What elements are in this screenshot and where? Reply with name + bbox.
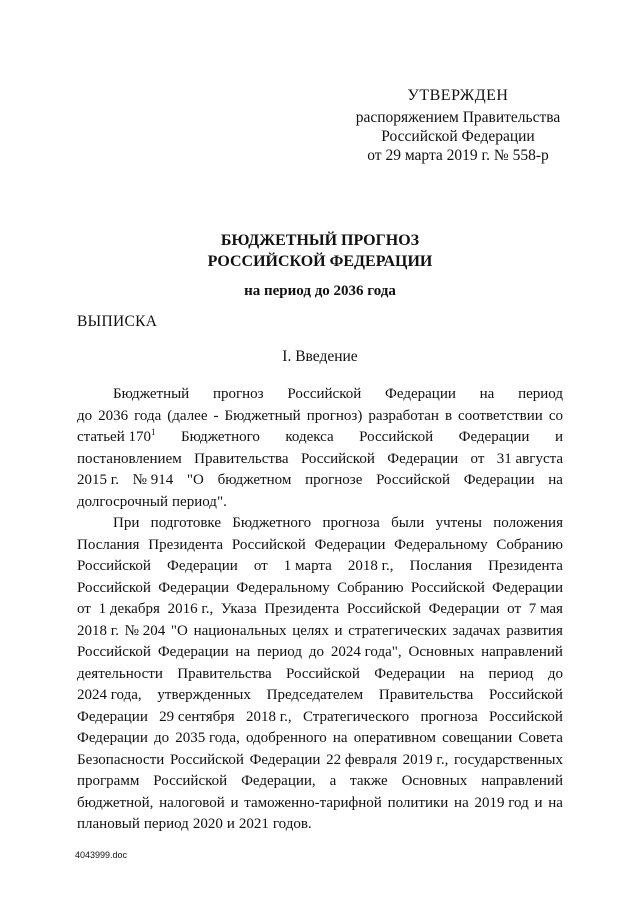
extract-label: ВЫПИСКА <box>77 313 158 330</box>
word: Президента <box>264 601 340 617</box>
word: годов. <box>272 816 312 832</box>
word: на <box>459 665 475 682</box>
word: Российской <box>346 601 421 617</box>
paragraph-line <box>77 750 563 772</box>
article-superscript: 1 <box>151 427 156 437</box>
paragraph-line <box>77 406 563 428</box>
word: Правительства <box>378 687 474 703</box>
word: Бюджетного <box>181 429 260 445</box>
paragraph-line <box>77 642 563 664</box>
word: Бюджетного <box>232 515 312 531</box>
word: на <box>548 472 563 488</box>
title-line-1: БЮДЖЕТНЫЙ ПРОГНОЗ <box>220 232 420 249</box>
word: Правительства <box>194 450 289 467</box>
word: Федерации <box>158 579 230 596</box>
word: период <box>143 816 189 832</box>
word: При <box>113 515 140 531</box>
word: соответствии <box>458 407 543 424</box>
word: утвержденных <box>157 687 251 703</box>
word: бюджетной, <box>77 794 154 811</box>
body-text <box>77 384 563 836</box>
word: Федерации <box>492 579 563 596</box>
word: кодекса <box>285 429 334 445</box>
word: Послания <box>409 558 473 574</box>
word: таможенно-тарифной <box>244 794 382 811</box>
word: (далее <box>167 407 208 424</box>
word: Бюджетный <box>224 407 301 424</box>
word: 1 марта <box>283 558 332 574</box>
word: целях <box>292 622 329 639</box>
word: Указа <box>221 601 257 617</box>
document-title <box>0 230 640 301</box>
word: Федеральному <box>236 579 330 596</box>
word: политики <box>387 794 449 811</box>
paragraph-line <box>77 470 563 492</box>
word: 2020 <box>192 816 223 832</box>
word: Стратегического <box>302 708 410 725</box>
word: положения <box>493 515 563 531</box>
paragraph-line <box>77 793 563 815</box>
word: совещании <box>442 730 513 746</box>
word: Федерации <box>77 708 148 725</box>
word: Правительства <box>177 665 272 682</box>
word: и <box>534 794 543 811</box>
word: Российской <box>77 558 151 574</box>
word: период". <box>172 493 227 510</box>
word: Федерации <box>77 730 148 746</box>
word: Российской <box>286 665 360 682</box>
word: Основных <box>408 644 475 660</box>
word: национальных <box>193 622 287 639</box>
word: развития <box>506 622 563 639</box>
word: 2024 года, <box>77 687 142 703</box>
word: № 204 <box>124 622 166 639</box>
word: 1 декабря <box>98 601 160 617</box>
word: были <box>391 515 425 531</box>
word: учтены <box>435 515 482 531</box>
word: Собранию <box>337 579 404 596</box>
word: и <box>226 816 235 832</box>
approval-line-2: Российской Федерации <box>381 128 535 145</box>
word: Российской <box>287 386 362 402</box>
word: 7 мая <box>528 601 563 617</box>
word: Федерации <box>166 558 238 574</box>
word: на <box>479 386 495 402</box>
word: Председателем <box>266 687 364 703</box>
paragraph-line <box>77 384 563 406</box>
word: Федеральному <box>394 536 488 553</box>
word: года <box>134 407 162 424</box>
word: прогноза <box>420 708 478 725</box>
word: 22 февраля <box>326 751 397 768</box>
word: "О <box>170 622 188 639</box>
word: 2019 год <box>474 794 529 811</box>
word: на <box>454 794 469 811</box>
paragraph-line <box>77 513 563 535</box>
word: "О <box>186 472 204 488</box>
word: 31 августа <box>496 450 563 467</box>
paragraph-line <box>77 492 563 514</box>
word: Федерации <box>428 601 500 617</box>
word: от <box>507 601 521 617</box>
word: Президента <box>488 558 563 574</box>
word: и <box>554 429 563 445</box>
word: Федерации, <box>241 773 316 789</box>
word: 2036 <box>98 407 129 424</box>
word: Российской <box>376 472 450 488</box>
paragraph-line <box>77 578 563 600</box>
word: задачах <box>452 622 501 639</box>
approval-stamp <box>346 86 570 165</box>
word: от <box>77 601 91 617</box>
word: Собранию <box>496 536 563 553</box>
word: также <box>350 773 388 789</box>
word: Федерации <box>458 429 530 445</box>
word: период <box>257 644 303 660</box>
word: 2035 года, <box>175 730 240 746</box>
word: направлений <box>481 644 563 660</box>
word: в <box>444 407 453 424</box>
word: Российской <box>489 708 563 725</box>
word: 2024 года", <box>330 644 402 660</box>
word: Президента <box>148 536 224 553</box>
word: 2016 г., <box>167 601 214 617</box>
word: Послания <box>77 536 140 553</box>
word: Федерации <box>157 644 229 660</box>
word: Российской <box>300 450 375 467</box>
word: деятельности <box>77 665 163 682</box>
word: от <box>253 558 268 574</box>
word: стратегических <box>348 622 447 639</box>
word: одобренного <box>245 730 327 746</box>
paragraph-line <box>77 449 563 471</box>
word: - <box>213 407 219 424</box>
approval-line-3: от 29 марта 2019 г. № 558-р <box>367 147 549 164</box>
word: от <box>470 450 485 467</box>
paragraph-line <box>77 771 563 793</box>
paragraph-line <box>77 685 563 707</box>
word: направлений <box>481 773 563 789</box>
word: налоговой <box>159 794 225 811</box>
article-ref: статьей $170^1$ <box>77 427 156 445</box>
word: плановый <box>77 816 140 832</box>
word: Российской <box>169 751 244 768</box>
word: до <box>547 665 563 682</box>
word: на <box>332 730 348 746</box>
paragraph-line <box>77 599 563 621</box>
word: разработан <box>368 407 439 424</box>
word: Российской <box>359 429 434 445</box>
approval-line-1: распоряжением Правительства <box>355 109 561 126</box>
approved-label: УТВЕРЖДЕН <box>407 87 509 104</box>
paragraph-line <box>77 728 563 750</box>
paragraph-line <box>77 427 563 449</box>
word: Основных <box>401 773 468 789</box>
title-period: на период до 2036 года <box>244 283 396 299</box>
word: Российской <box>231 536 306 553</box>
file-code: 4043999.doc <box>75 850 128 860</box>
paragraph-line <box>77 621 563 643</box>
word: долгосрочный <box>77 493 169 510</box>
word: № 914 <box>132 472 174 488</box>
word: оперативном <box>353 730 437 746</box>
word: постановлением <box>77 450 182 467</box>
paragraph-line <box>77 664 563 686</box>
word: 2019 г., <box>402 751 449 768</box>
word: Безопасности <box>77 751 165 768</box>
word: бюджетном <box>217 472 292 488</box>
word: период <box>488 665 534 682</box>
word: и <box>334 622 343 639</box>
word: Федерации <box>463 472 535 488</box>
word: а <box>329 773 337 789</box>
word: прогноз <box>212 386 264 402</box>
word: и <box>230 794 239 811</box>
word: Российской <box>77 644 151 660</box>
word: Федерации <box>387 450 459 467</box>
word: Российской <box>410 579 485 596</box>
word: Федерации <box>314 536 386 553</box>
word: прогноз) <box>306 407 363 424</box>
word: 2021 <box>238 816 269 832</box>
word: на <box>235 644 251 660</box>
word: 2018 г., <box>347 558 394 574</box>
title-line-2: РОССИЙСКОЙ ФЕДЕРАЦИИ <box>207 253 433 270</box>
word: государственных <box>454 751 563 768</box>
paragraph-line <box>77 535 563 557</box>
word: подготовке <box>150 515 221 531</box>
word: период <box>518 386 563 402</box>
paragraph-line <box>77 556 563 578</box>
word: Совета <box>518 730 563 746</box>
word: Российской <box>489 687 563 703</box>
word: Федерации <box>385 386 456 402</box>
word: до <box>77 407 93 424</box>
word: до <box>153 730 170 746</box>
word: прогнозе <box>305 472 363 488</box>
word: Бюджетный <box>113 386 190 402</box>
word: на <box>548 794 563 811</box>
word: Федерации <box>249 751 321 768</box>
word: Российской <box>77 579 151 596</box>
word: до <box>308 644 325 660</box>
word: Федерации <box>374 665 446 682</box>
word: Российской <box>153 773 228 789</box>
word: со <box>548 407 563 424</box>
word: 2018 г., <box>245 708 292 725</box>
paragraph-line <box>77 707 563 729</box>
word: программ <box>77 773 140 789</box>
paragraph-line <box>77 814 563 836</box>
word: 29 сентября <box>159 708 235 725</box>
word: прогноза <box>322 515 380 531</box>
word: 2015 г. <box>77 472 119 488</box>
word: 2018 г. <box>77 622 119 639</box>
section-title: I. Введение <box>282 348 358 365</box>
